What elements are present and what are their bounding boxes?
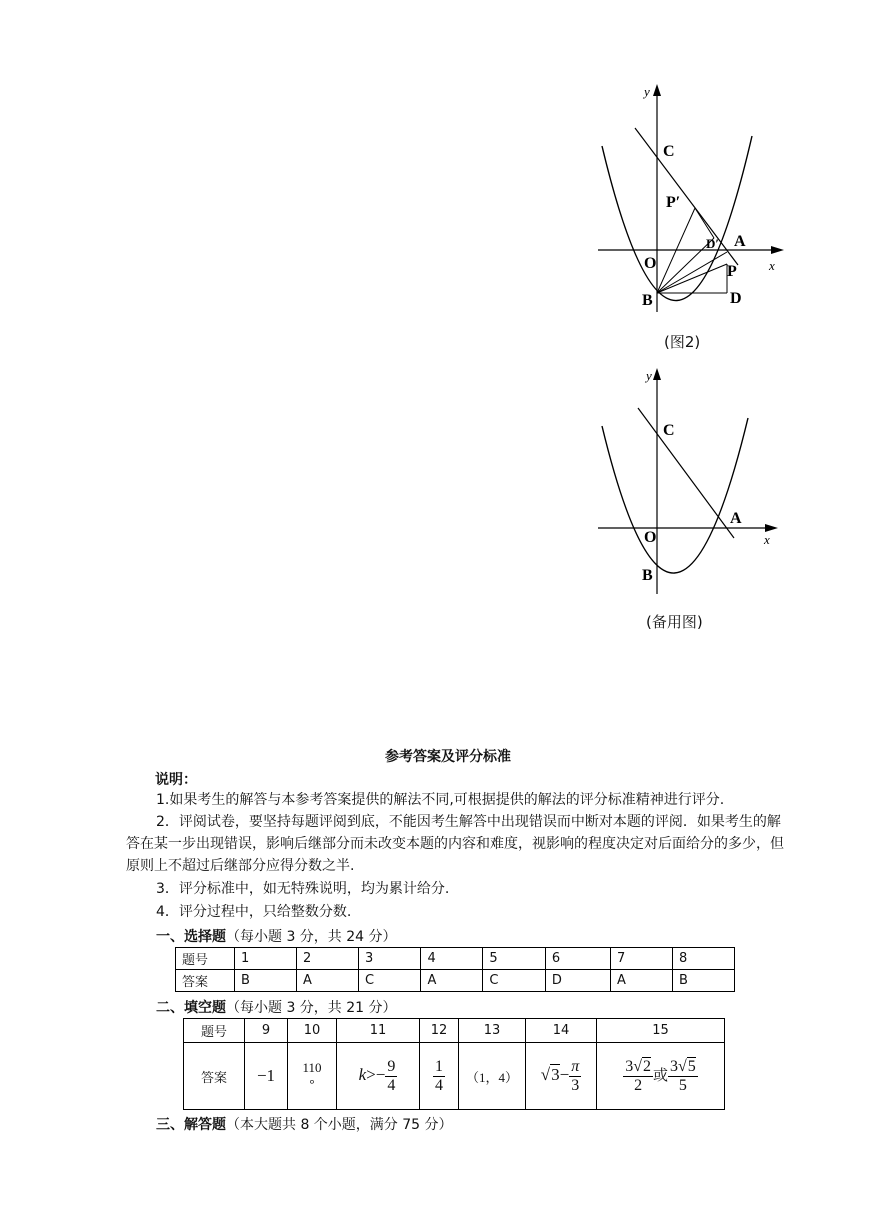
section-1-heading: [156, 926, 397, 946]
answer-cell: B: [235, 970, 297, 992]
question-number: 11: [337, 1019, 420, 1043]
question-number: 14: [526, 1019, 597, 1043]
question-number: 9: [245, 1019, 288, 1043]
answer-cell: A: [421, 970, 483, 992]
question-number: 12: [420, 1019, 459, 1043]
label-o: O: [644, 255, 657, 272]
label-a: A: [734, 233, 746, 250]
answer-cell: B: [672, 970, 734, 992]
label-y: y: [646, 368, 652, 383]
answer-label: 答案: [176, 970, 235, 992]
line-ca: [635, 128, 738, 265]
label-b: B: [642, 567, 653, 584]
label-x: x: [764, 532, 770, 547]
table-row: [176, 970, 735, 992]
answer-cell: A: [297, 970, 359, 992]
label-c: C: [663, 143, 675, 160]
note-2: 2．评阅试卷，要坚持每题评阅到底，不能因考生解答中出现错误而中断对本题的评阅．如果考生的解答在某一步出现错误，影响后继部分而未改变本题的内容和难度，视影响的程度决定对后面给分的多少，但原则上不超过后继部分应得分数之半.: [126, 814, 784, 874]
question-number: 15: [597, 1019, 725, 1043]
question-number: 2: [297, 948, 359, 970]
label-p: P: [727, 263, 737, 280]
x-axis-arrow: [765, 524, 778, 532]
answer-label: 答案: [184, 1043, 245, 1110]
line-ca: [638, 408, 734, 538]
note-1: 1.如果考生的解答与本参考答案提供的解法不同,可根据提供的解法的评分标准精神进行评分.: [156, 792, 725, 808]
figure-backup-caption: (备用图): [646, 613, 703, 631]
answer-cell: C: [483, 970, 545, 992]
answer-15: $\frac{3√2}{2}$ 或 $\frac{3√5}{5}$: [597, 1043, 725, 1110]
answer-9: −1: [245, 1043, 288, 1110]
section-2-title: 二、填空题: [156, 1000, 226, 1016]
answer-13: （1，4）: [459, 1043, 526, 1110]
section-2-heading: [156, 997, 397, 1017]
answer-cell: D: [545, 970, 610, 992]
question-number: 3: [358, 948, 420, 970]
choice-answer-table: [175, 947, 735, 992]
parabola: [602, 418, 748, 573]
question-number: 8: [672, 948, 734, 970]
label-x: x: [769, 258, 775, 273]
x-axis-arrow: [771, 246, 784, 254]
question-number: 1: [235, 948, 297, 970]
label-y: y: [644, 84, 650, 99]
notes-label: 说明：: [155, 772, 197, 788]
label-p-prime: P′: [666, 194, 681, 211]
section-2-note: （每小题 3 分，共 21 分）: [226, 1000, 397, 1016]
note-4: 4．评分过程中，只给整数分数.: [156, 904, 352, 920]
figure-2-caption: (图2): [664, 333, 701, 351]
figure-2: [590, 80, 790, 325]
question-number: 5: [483, 948, 545, 970]
section-1-title: 一、选择题: [156, 929, 226, 945]
label-d-prime: D′: [706, 236, 720, 251]
header-label: 题号: [184, 1019, 245, 1043]
question-number: 10: [288, 1019, 337, 1043]
label-o: O: [644, 529, 657, 546]
question-number: 7: [610, 948, 672, 970]
label-c: C: [663, 422, 675, 439]
y-axis-arrow: [653, 84, 661, 96]
header-label: 题号: [176, 948, 235, 970]
section-3-note: （本大题共 8 个小题，满分 75 分）: [226, 1117, 453, 1133]
section-3-title: 三、解答题: [156, 1117, 226, 1133]
section-3-heading: [156, 1114, 453, 1134]
question-number: 13: [459, 1019, 526, 1043]
question-number: 4: [421, 948, 483, 970]
y-axis-arrow: [653, 368, 661, 380]
label-b: B: [642, 292, 653, 309]
label-d: D: [730, 290, 742, 307]
answer-12: $\frac{1}{4}$: [420, 1043, 459, 1110]
section-1-note: （每小题 3 分，共 24 分）: [226, 929, 397, 945]
answers-title: 参考答案及评分标准: [385, 749, 511, 765]
figure-backup: [590, 362, 790, 602]
answer-cell: C: [358, 970, 420, 992]
answer-10: 110 °: [288, 1043, 337, 1110]
answer-cell: A: [610, 970, 672, 992]
table-row: [184, 1043, 725, 1110]
table-row: [176, 948, 735, 970]
answer-14: √3− $\frac{\pi}{3}$: [526, 1043, 597, 1110]
question-number: 6: [545, 948, 610, 970]
note-3: 3．评分标准中，如无特殊说明，均为累计给分.: [156, 881, 450, 897]
table-row: [184, 1019, 725, 1043]
answer-11: k>− $\frac{9}{4}$: [337, 1043, 420, 1110]
fill-answer-table: [183, 1018, 725, 1110]
label-a: A: [730, 510, 742, 527]
